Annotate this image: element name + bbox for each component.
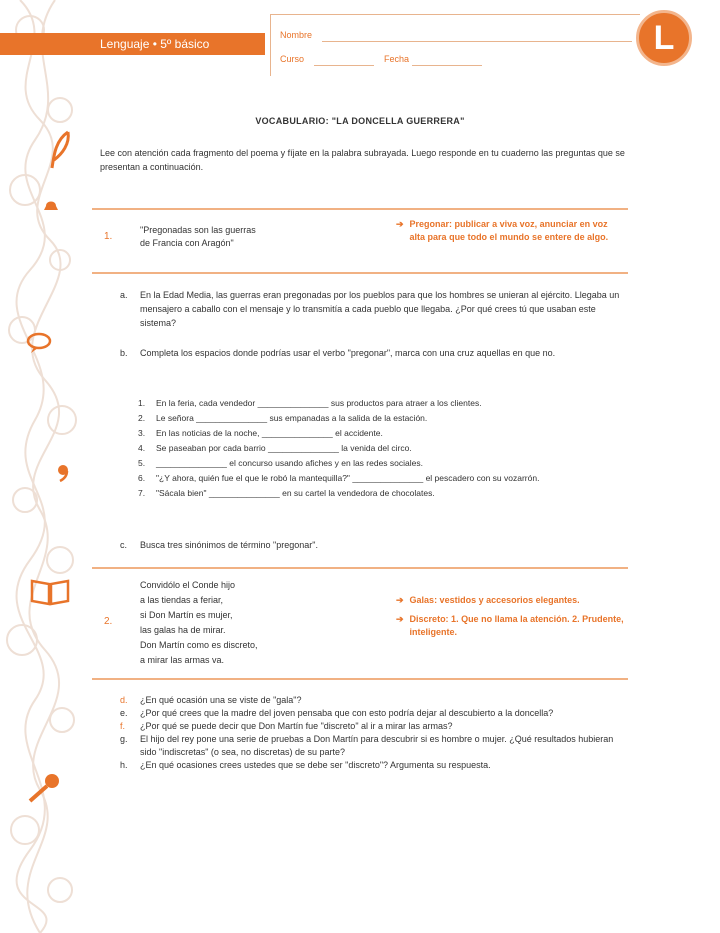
- question-item: c. Busca tres sinónimos de término "pregonar".: [120, 540, 318, 550]
- student-info-box: [270, 14, 640, 76]
- section1-verse: [140, 224, 256, 250]
- section1-definition: [396, 218, 624, 244]
- definition-text: Galas: vestidos y accesorios elegantes.: [409, 595, 580, 605]
- verse-line: si Don Martín es mujer,: [140, 610, 233, 620]
- fill-item[interactable]: 1. En la feria, cada vendedor _______________ sus productos para atraer a los clientes.: [138, 398, 482, 408]
- fecha-line[interactable]: [412, 65, 482, 66]
- section1-top-rule: [92, 208, 628, 210]
- box-left-border: [270, 14, 271, 76]
- curso-label: Curso: [280, 54, 305, 64]
- fill-item[interactable]: 6. "¿Y ahora, quién fue el que le robó la mantequilla?" _______________ el pescadero con su vozarrón.: [138, 473, 540, 483]
- nombre-label: Nombre: [280, 30, 313, 40]
- section1-number: 1.: [104, 231, 113, 242]
- fill-item[interactable]: 2. Le señora _______________ sus empanadas a la salida de la estación.: [138, 413, 428, 423]
- question-item: f. ¿Por qué se puede decir que Don Martín fue "discreto" al ir a mirar las armas?: [120, 721, 453, 731]
- subject-banner: Lenguaje • 5º básico: [0, 33, 265, 55]
- definition-text: Pregonar: publicar a viva voz, anunciar en voz alta para que todo el mundo se entere de algo.: [409, 219, 609, 242]
- page-title: VOCABULARIO: "LA DONCELLA GUERRERA": [255, 116, 465, 126]
- verse-line: Convidólo el Conde hijo: [140, 580, 236, 590]
- speech-bubble-icon: [26, 332, 52, 354]
- open-book-icon: [30, 576, 70, 606]
- fill-item[interactable]: 5. _______________ el concurso usando afiches y en las redes sociales.: [138, 458, 423, 468]
- verse-line: a las tiendas a feriar,: [140, 595, 224, 605]
- bell-icon: [42, 196, 60, 212]
- arrow-icon: ➔: [396, 595, 404, 605]
- fecha-label: Fecha: [384, 54, 410, 64]
- section1-questions: [120, 288, 630, 360]
- section2-definitions: [396, 594, 624, 639]
- microphone-icon: [26, 772, 62, 804]
- nombre-line[interactable]: [322, 41, 632, 42]
- box-top-border: [270, 14, 640, 15]
- fill-in-list: [138, 396, 628, 501]
- section2-bottom-rule: [92, 678, 628, 680]
- fill-item[interactable]: 4. Se paseaban por cada barrio _______________ la venida del circo.: [138, 443, 412, 453]
- question-item: e. ¿Por qué crees que la madre del joven pensaba que con esto podría dejar al descubierto a la doncella?: [120, 708, 554, 718]
- question-item: b. Completa los espacios donde podrías usar el verbo "pregonar", marca con una cruz aquellas en que no.: [120, 348, 556, 358]
- subject-badge: L: [636, 10, 692, 66]
- verse-line: a mirar las armas va.: [140, 655, 225, 665]
- question-item: h. ¿En qué ocasiones crees ustedes que se debe ser "discreto"? Argumenta su respuesta.: [120, 760, 491, 770]
- verse-line: Don Martín como es discreto,: [140, 640, 258, 650]
- question-c: [120, 538, 630, 552]
- verse-line: de Francia con Aragón": [140, 238, 234, 248]
- section2-verse: [140, 578, 258, 668]
- arrow-icon: ➔: [396, 614, 404, 624]
- curso-line[interactable]: [314, 65, 374, 66]
- arrow-icon: ➔: [396, 219, 404, 229]
- section2-number: 2.: [104, 616, 113, 627]
- section2-questions: [120, 694, 630, 772]
- question-item: g. El hijo del rey pone una serie de pruebas a Don Martín para descubrir si es hombre o mujer. ¿Qué resultados hubieran sido "indiscretas" (o sea, no discretas) de su parte?: [120, 734, 614, 757]
- definition-text: Discreto: 1. Que no llama la atención. 2. Prudente, inteligente.: [409, 614, 624, 637]
- section1-bottom-rule: [92, 272, 628, 274]
- verse-line: "Pregonadas son las guerras: [140, 225, 256, 235]
- section2-top-rule: [92, 567, 628, 569]
- question-item: d. ¿En qué ocasión una se viste de "gala"?: [120, 695, 302, 705]
- intro-paragraph: Lee con atención cada fragmento del poema y fíjate en la palabra subrayada. Luego responde en tu cuaderno las preguntas que se presentan a continuación.: [100, 148, 625, 172]
- quill-pen-icon: [48, 130, 72, 170]
- fill-item[interactable]: 3. En las noticias de la noche, _______________ el accidente.: [138, 428, 383, 438]
- verse-line: las galas ha de mirar.: [140, 625, 226, 635]
- fill-item[interactable]: 7. "Sácala bien" _______________ en su cartel la vendedora de chocolates.: [138, 488, 435, 498]
- question-item: a. En la Edad Media, las guerras eran pregonadas por los pueblos para que los hombres se unieran al ejército. Llegaba un mensajero a caballo con el mensaje y lo transmitía a cada pueblo que llegaba. ¿Por qué crees tú que usaban este sistema?: [120, 290, 620, 328]
- comma-icon: [56, 464, 70, 482]
